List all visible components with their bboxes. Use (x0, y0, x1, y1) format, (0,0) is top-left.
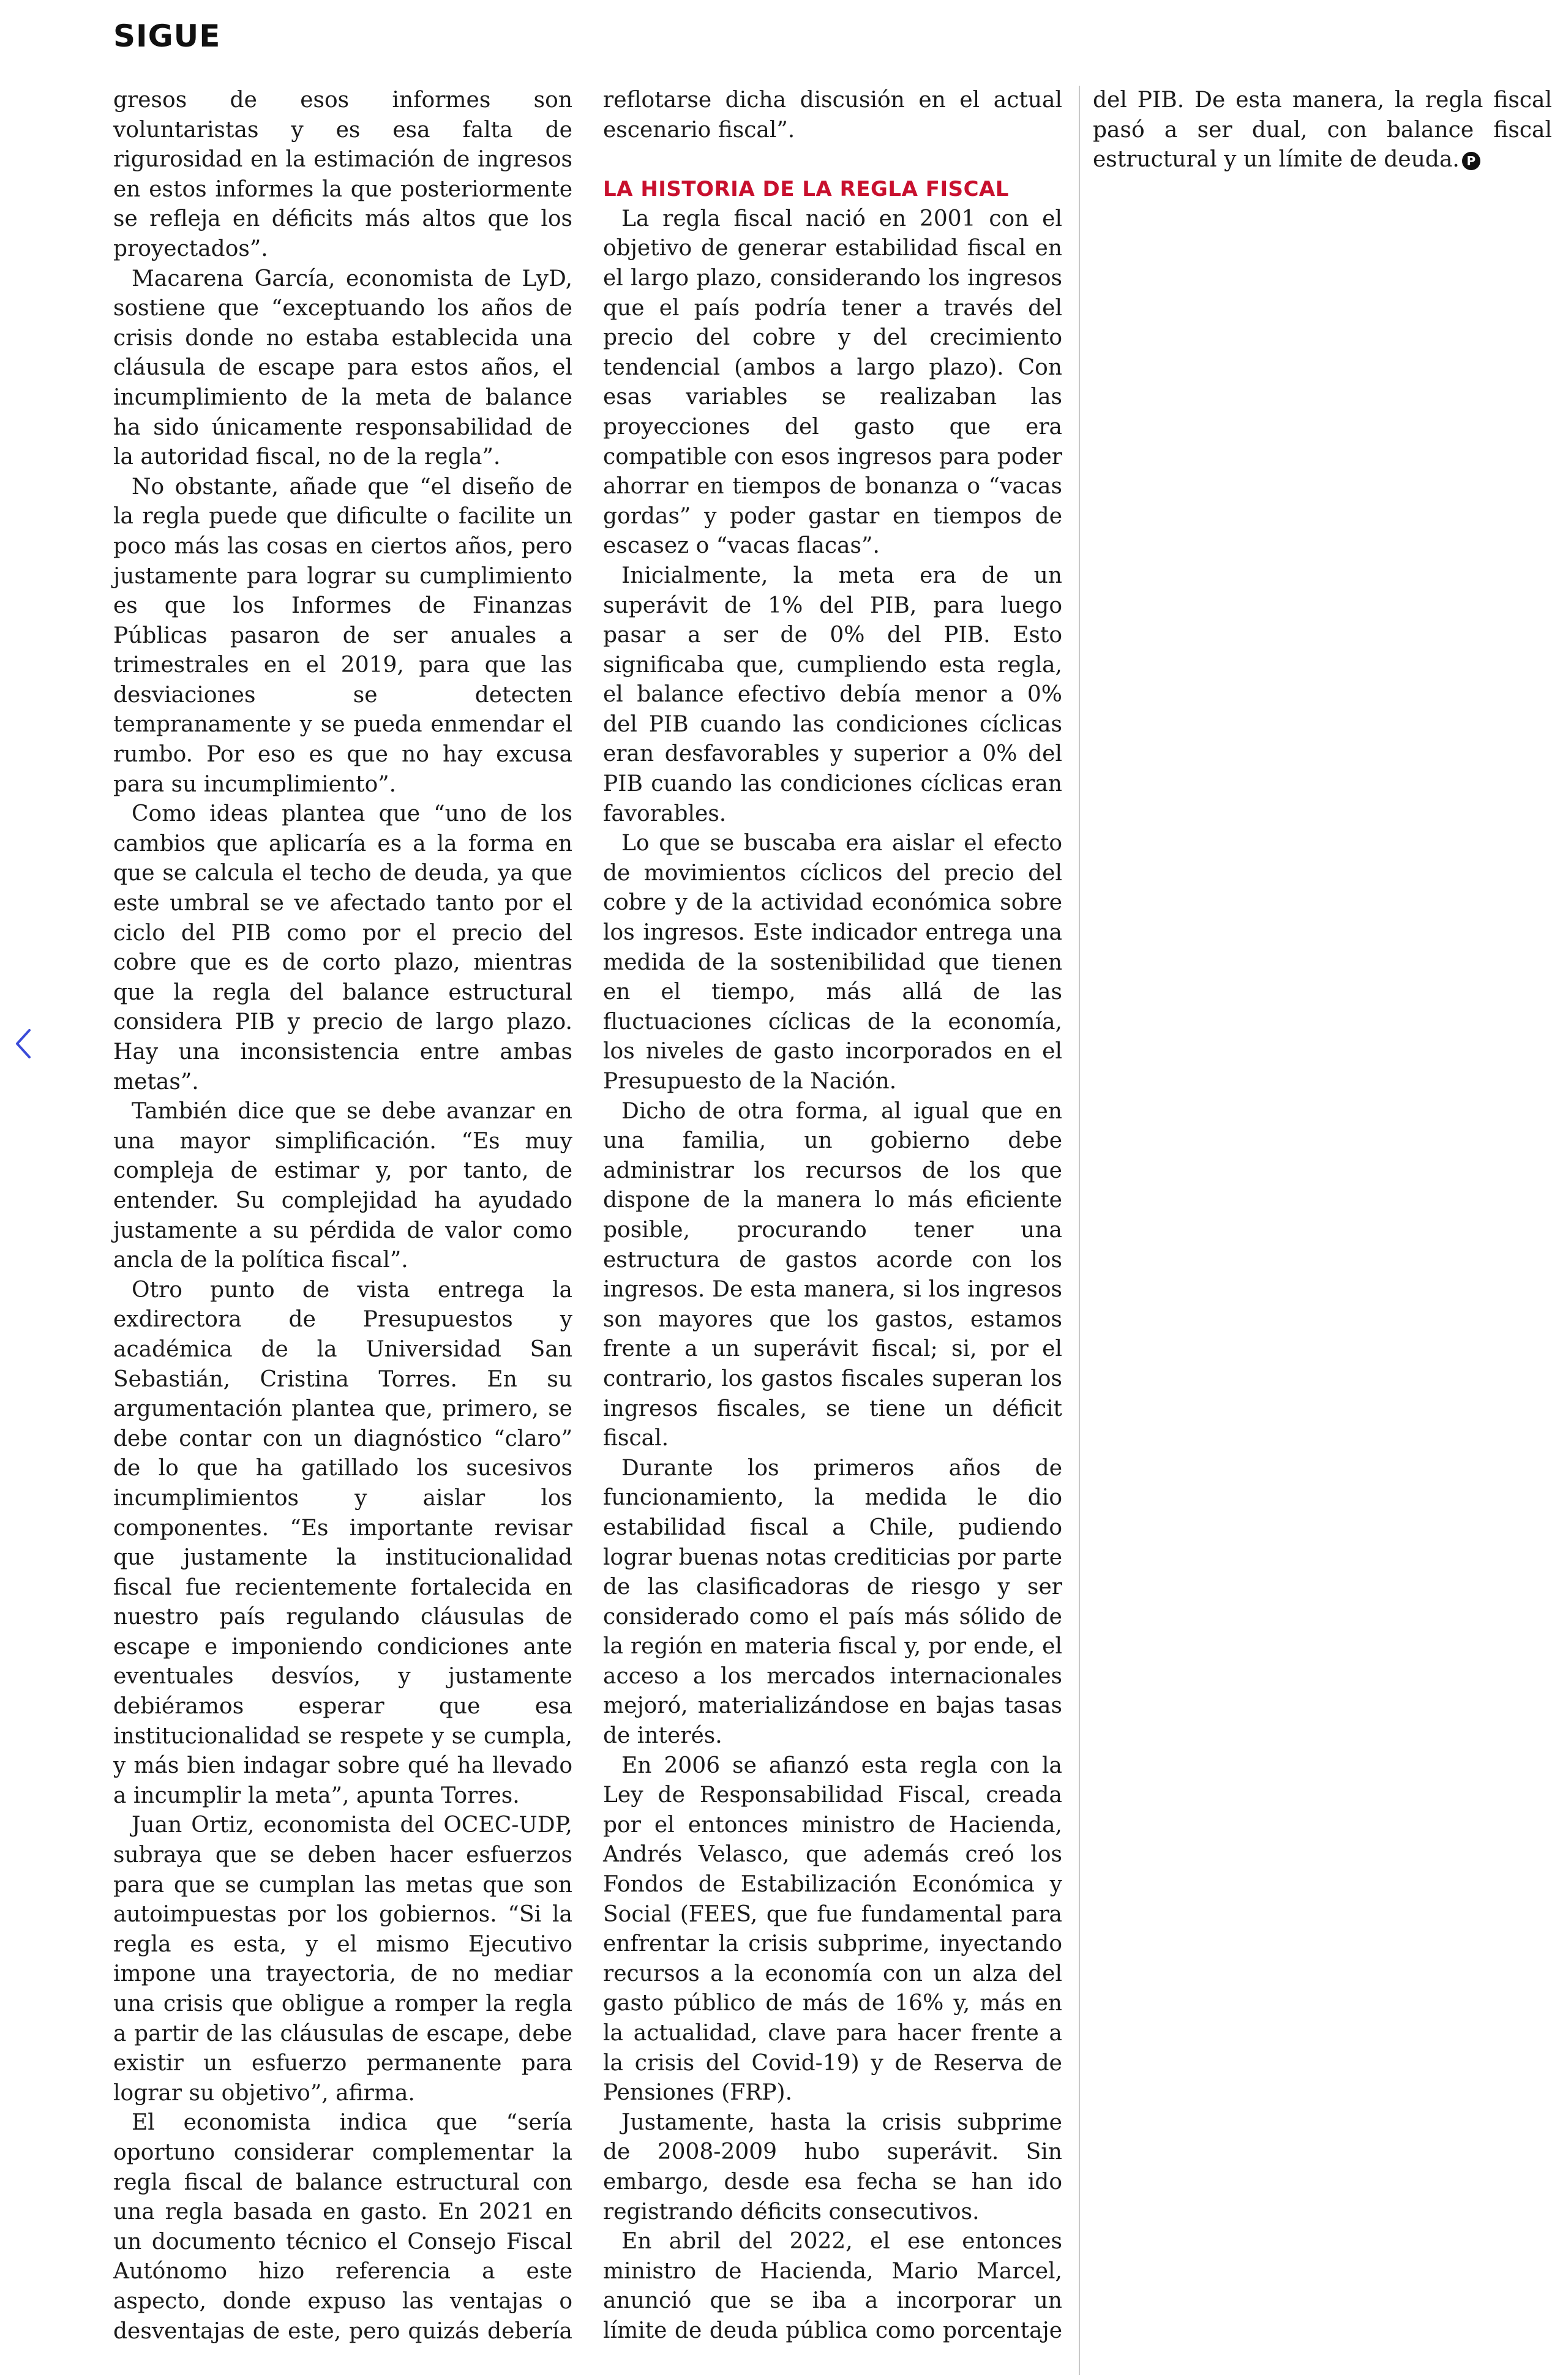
section-subheading: LA HISTORIA DE LA REGLA FISCAL (603, 177, 1010, 202)
final-paragraph-text: En abril del 2022, el ese entonces ministro de Hacienda, Mario Marcel, anunció que se iba a incorporar un límite de deuda pública como porcentaje del PIB. De esta manera, la regla fiscal pasó a ser dual, con balance fiscal estructural y un límite de deuda. (603, 88, 1552, 2343)
article-paragraph: La regla fiscal nació en 2001 con el objetivo de generar estabilidad fiscal en el largo plazo, considerando los ingresos que el país podría tener a través del precio del cobre y del crecimiento tendencial (ambos a largo plazo). Con esas variables se realizaban las proyecciones del gasto que era compatible con esos ingresos para poder ahorrar en tiempos de bonanza o “vacas gordas” y poder gastar en tiempos de escasez o “vacas flacas”. (603, 206, 1062, 559)
article-paragraph: Dicho de otra forma, al igual que en una familia, un gobierno debe administrar los recursos de los que dispone de la manera lo más eficiente posible, procurando tener una estructura de gastos acorde con los ingresos. De esta manera, si los ingresos son mayores que los gastos, estamos frente a un superávit fiscal; si, por el contrario, los gastos fiscales superan los ingresos fiscales, se tiene un déficit fiscal. (603, 1098, 1062, 1451)
column-divider (1079, 86, 1080, 2375)
section-label: SIGUE (113, 18, 221, 54)
article-paragraph: Macarena García, economista de LyD, sostiene que “exceptuando los años de crisis donde no estaba establecida una cláusula de escape para estos años, el incumplimiento de la meta de balance ha sido únicamente responsabilidad de la autoridad fiscal, no de la regla”. (113, 266, 572, 470)
article-paragraph: El economista indica que “sería oportuno considerar complementar la regla fiscal de balance estructural con una regla basada en gasto. En 2021 en un documento técnico el Consejo Fiscal Autónomo hizo referencia a este aspecto, donde expuso las ventajas o desventajas de este, pero quizás debería reflotarse dicha discusión en el actual escenario fiscal”. (113, 88, 1062, 2344)
article-paragraph: Juan Ortiz, economista del OCEC-UDP, subraya que se deben hacer esfuerzos para que se cumplan las metas que son autoimpuestas por los gobiernos. “Si la regla es esta, y el mismo Ejecutivo impone una trayectoria, de no mediar una crisis que obligue a romper la regla a partir de las cláusulas de escape, debe existir un esfuerzo permanente para lograr su objetivo”, afirma. (113, 1813, 572, 2106)
article-paragraph: También dice que se debe avanzar en una mayor simplificación. “Es muy compleja de estimar y, por tanto, de entender. Su complejidad ha ayudado justamente a su pérdida de valor como ancla de la política fiscal”. (113, 1099, 572, 1273)
article-paragraph: No obstante, añade que “el diseño de la regla puede que dificulte o facilite un poco más las cosas en ciertos años, pero justamente para lograr su cumplimiento es que los Informes de Finanzas Públicas pasaron de ser anuales a trimestrales en el 2019, para que las desviaciones se detecten tempranamente y se pueda enmendar el rumbo. Por eso es que no hay excusa para su incumplimiento”. (113, 474, 572, 797)
end-of-article-icon: P (1462, 152, 1480, 170)
article-body (113, 86, 1552, 2363)
article-paragraph: Durante los primeros años de funcionamiento, la medida le dio estabilidad fiscal a Chile, pudiendo lograr buenas notas crediticias por parte de las clasificadoras de riesgo y ser considerado como el país más sólido de la región en materia fiscal y, por ende, el acceso a los mercados internacionales mejoró, materializándose en bajas tasas de interés. (603, 1455, 1062, 1749)
article-paragraph: Otro punto de vista entrega la exdirectora de Presupuestos y académica de la Universidad San Sebastián, Cristina Torres. En su argumentación plantea que, primero, se debe contar con un diagnóstico “claro” de lo que ha gatillado los sucesivos incumplimientos y aislar los componentes. “Es importante revisar que justamente la institucionalidad fiscal fue recientemente fortalecida en nuestro país regulando cláusulas de escape e imponiendo condiciones ante eventuales desvíos, y justamente debiéramos esperar que esa institucionalidad se respete y se cumpla, y más bien indagar sobre qué ha llevado a incumplir la meta”, apunta Torres. (113, 1277, 572, 1808)
chevron-left-icon[interactable] (11, 1025, 36, 1062)
article-paragraph: Lo que se buscaba era aislar el efecto de movimientos cíclicos del precio del cobre y de la actividad económica sobre los ingresos. Este indicador entrega una medida de la sostenibilidad que tienen en el tiempo, más allá de las fluctuaciones cíclicas de la economía, los niveles de gasto incorporados en el Presupuesto de la Nación. (603, 831, 1062, 1094)
article-paragraph: En 2006 se afianzó esta regla con la Ley de Responsabilidad Fiscal, creada por el entonces ministro de Hacienda, Andrés Velasco, que además creó los Fondos de Estabilización Económica y Social (FEES, que fue fundamental para enfrentar la crisis subprime, inyectando recursos a la economía con un alza del gasto público de más de 16% y, más en la actualidad, clave para hacer frente a la crisis del Covid-19) y de Reserva de Pensiones (FRP). (603, 1753, 1062, 2106)
article-paragraph: Como ideas plantea que “uno de los cambios que aplicaría es a la forma en que se calcula el techo de deuda, ya que este umbral se ve afectado tanto por el ciclo del PIB como por el precio del cobre que es de corto plazo, mientras que la regla del balance estructural considera PIB y precio de largo plazo. Hay una inconsistencia entre ambas metas”. (113, 801, 572, 1095)
article-paragraph: Inicialmente, la meta era de un superávit de 1% del PIB, para luego pasar a ser de 0% del PIB. Esto significaba que, cumpliendo esta regla, el balance efectivo debía menor a 0% del PIB cuando las condiciones cíclicas eran desfavorables y superior a 0% del PIB cuando las condiciones cíclicas eran favorables. (603, 563, 1062, 826)
article-paragraph: Justamente, hasta la crisis subprime de 2008-2009 hubo superávit. Sin embargo, desde esa fecha se han ido registrando déficits consecutivos. (603, 2109, 1062, 2225)
article-paragraph: gresos de esos informes son voluntaristas y es esa falta de rigurosidad en la estimación de ingresos en estos informes la que posteriormente se refleja en déficits más altos que los proyectados”. (113, 88, 572, 261)
